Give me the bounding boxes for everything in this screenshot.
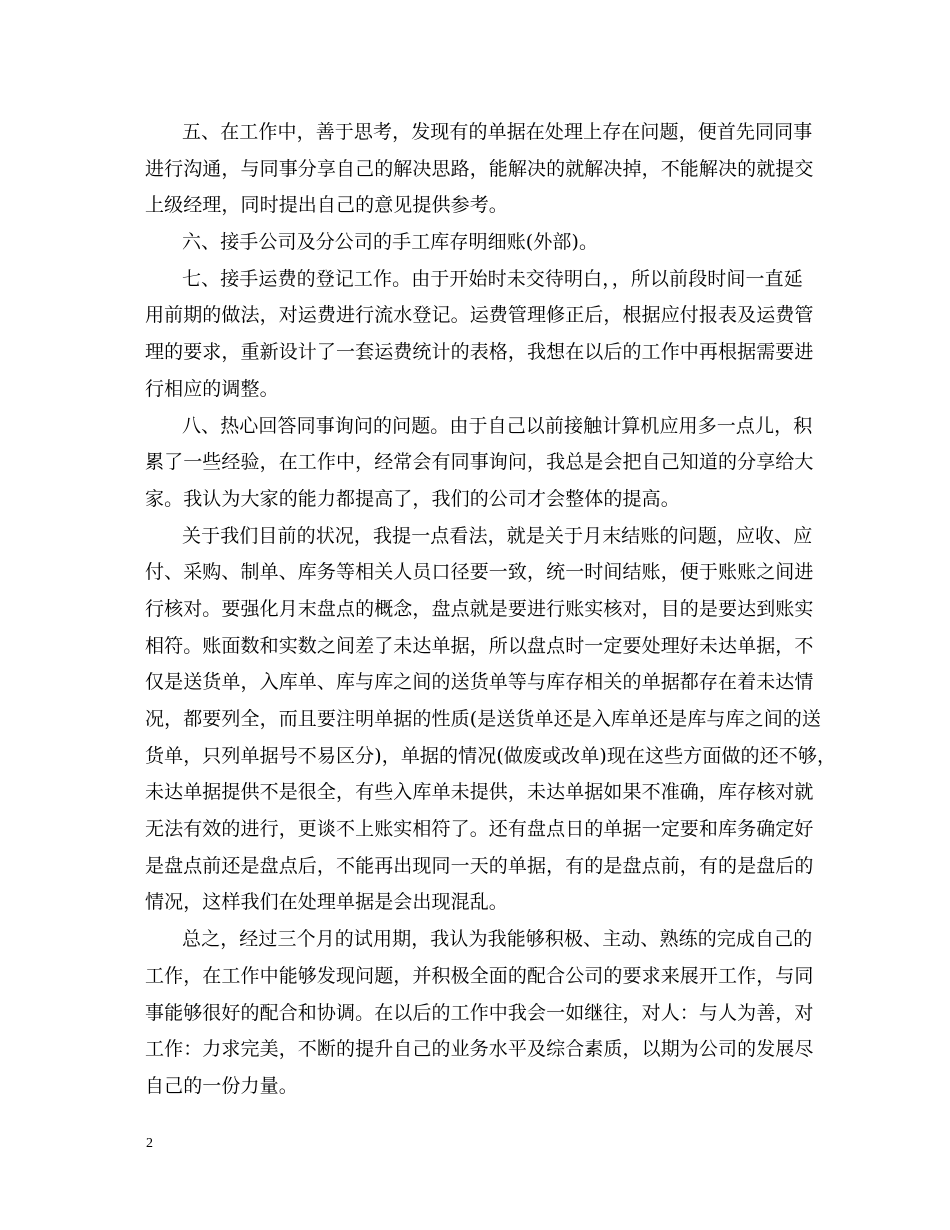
paragraph-summary-line-1: 总之，经过三个月的试用期，我认为我能够积极、主动、熟练的完成自己的	[182, 928, 813, 951]
paragraph-status-line-10: 是盘点前还是盘点后，不能再出现同一天的单据，有的是盘点前，有的是盘后的	[145, 854, 814, 877]
paragraph-7-line-4: 行相应的调整。	[145, 377, 279, 400]
paragraph-status-line-11: 情况，这样我们在处理单据是会出现混乱。	[145, 891, 508, 914]
paragraph-summary-line-5: 自己的一份力量。	[145, 1074, 298, 1097]
paragraph-7-line-2: 用前期的做法，对运费进行流水登记。运费管理修正后，根据应付报表及运费管	[145, 304, 814, 327]
paragraph-8-line-1: 八、热心回答同事询问的问题。由于自己以前接触计算机应用多一点儿，积	[182, 414, 813, 437]
paragraph-6-line-1: 六、接手公司及分公司的手工库存明细账(外部)。	[182, 231, 599, 254]
paragraph-8-line-2: 累了一些经验，在工作中，经常会有同事询问，我总是会把自己知道的分享给大	[145, 451, 814, 474]
paragraph-5-line-2: 进行沟通，与同事分享自己的解决思路，能解决的就解决掉，不能解决的就提交	[145, 157, 814, 180]
paragraph-7-line-1: 七、接手运费的登记工作。由于开始时未交待明白，，所以前段时间一直延	[182, 267, 803, 290]
paragraph-status-line-6: 况，都要列全，而且要注明单据的性质(是送货单还是入库单还是库与库之间的送	[145, 708, 822, 730]
paragraph-summary-line-2: 工作，在工作中能够发现问题，并积极全面的配合公司的要求来展开工作，与同	[145, 964, 814, 987]
paragraph-summary-line-4: 工作：力求完美，不断的提升自己的业务水平及综合素质，以期为公司的发展尽	[145, 1038, 814, 1061]
paragraph-status-line-1: 关于我们目前的状况，我提一点看法，就是关于月末结账的问题，应收、应	[182, 524, 813, 547]
paragraph-7-line-3: 理的要求，重新设计了一套运费统计的表格，我想在以后的工作中再根据需要进	[145, 341, 814, 364]
paragraph-status-line-5: 仅是送货单，入库单、库与库之间的送货单等与库存相关的单据都存在着未达情	[145, 671, 814, 694]
paragraph-status-line-3: 行核对。要强化月末盘点的概念，盘点就是要进行账实核对，目的是要达到账实	[145, 597, 814, 620]
paragraph-status-line-4: 相符。账面数和实数之间差了未达单据，所以盘点时一定要处理好未达单据，不	[145, 634, 814, 657]
paragraph-status-line-9: 无法有效的进行，更谈不上账实相符了。还有盘点日的单据一定要和库务确定好	[145, 818, 814, 841]
paragraph-summary-line-3: 事能够很好的配合和协调。在以后的工作中我会一如继往，对人：与人为善，对	[145, 1001, 814, 1024]
document-body	[145, 114, 837, 1105]
page-number: 2	[146, 1136, 153, 1151]
paragraph-5-line-1: 五、在工作中，善于思考，发现有的单据在处理上存在问题，便首先同同事	[182, 121, 813, 143]
paragraph-status-line-2: 付、采购、制单、库务等相关人员口径要一致，统一时间结账，便于账账之间进	[145, 561, 814, 584]
paragraph-8-line-3: 家。我认为大家的能力都提高了，我们的公司才会整体的提高。	[145, 487, 680, 510]
paragraph-status-line-8: 未达单据提供不是很全，有些入库单未提供，未达单据如果不准确，库存核对就	[145, 781, 814, 804]
paragraph-5-line-3: 上级经理，同时提出自己的意见提供参考。	[145, 194, 508, 217]
paragraph-status-line-7: 货单，只列单据号不易区分)，单据的情况(做废或改单)现在这些方面做的还不够，	[145, 744, 837, 767]
